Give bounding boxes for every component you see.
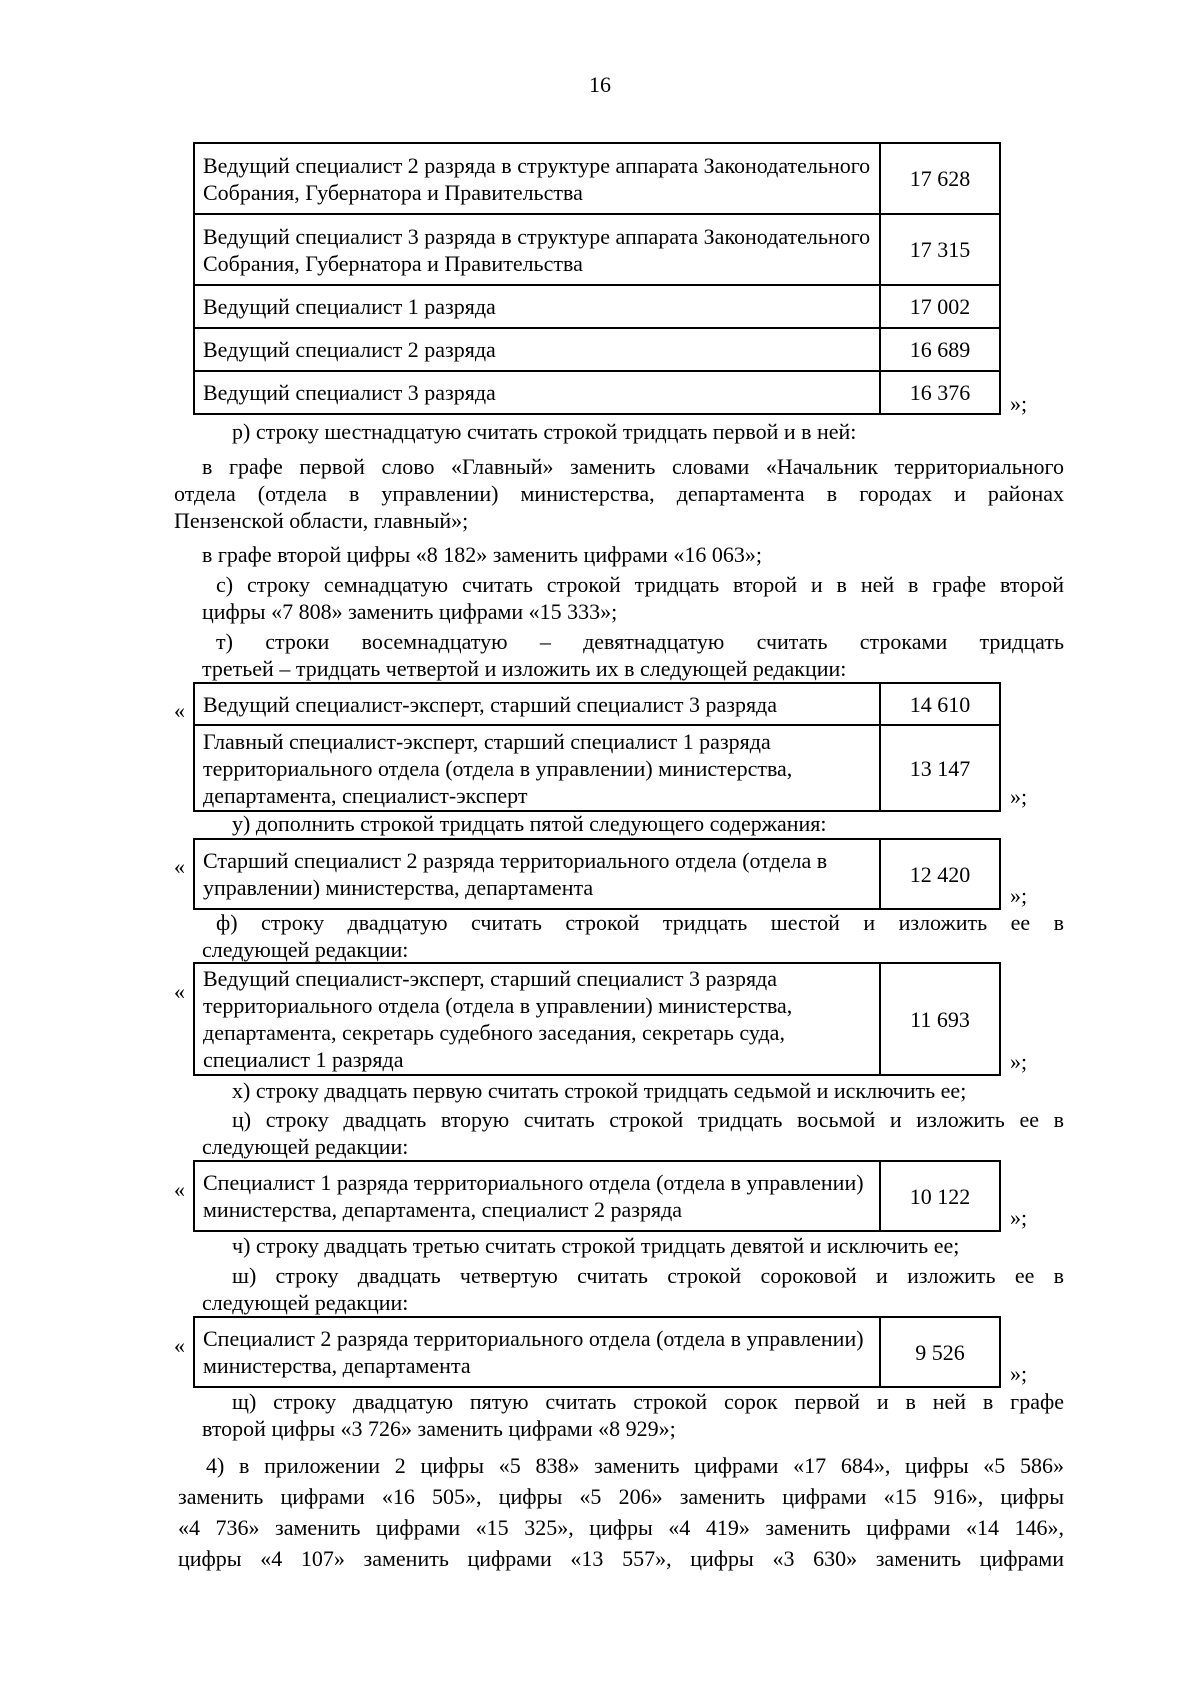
opening-quote: « [174, 979, 185, 1004]
position-cell: Ведущий специалист-эксперт, старший специалист 3 разряда [194, 683, 880, 725]
opening-quote: « [174, 854, 185, 879]
position-cell: Специалист 1 разряда территориального отдела (отдела в управлении) министерства, департамента, специалист 2 разряда [194, 1161, 880, 1231]
salary-table-4 [193, 962, 1001, 1076]
closing-quote: »; [1010, 1205, 1028, 1230]
salary-cell: 16 376 [880, 371, 1000, 414]
paragraph-t-line-2: третьей – тридцать четвертой и изложить их в следующей редакции: [202, 656, 847, 681]
table-row [194, 214, 1000, 285]
paragraph-sh-line-2: следующей редакции: [202, 1290, 409, 1315]
salary-cell: 10 122 [880, 1161, 1000, 1231]
paragraph-ts-line-1: ц) строку двадцать вторую считать строкой тридцать восьмой и изложить ее в [232, 1107, 1064, 1132]
table-row [194, 371, 1000, 414]
paragraph-t-line-1: т) строки восемнадцатую – девятнадцатую считать строками тридцать [216, 629, 1064, 654]
table-row [194, 683, 1000, 725]
paragraph-f-line-1: ф) строку двадцатую считать строкой тридцать шестой и изложить ее в [216, 910, 1064, 935]
closing-quote: »; [1010, 784, 1028, 809]
salary-table-5 [193, 1160, 1001, 1232]
table-row [194, 285, 1000, 328]
paragraph-r-second-column: в графе второй цифры «8 182» заменить цифрами «16 063»; [202, 542, 762, 567]
paragraph-s-line-1: с) строку семнадцатую считать строкой тридцать второй и в ней в графе второй [216, 572, 1064, 597]
position-cell: Главный специалист-эксперт, старший специалист 1 разряда территориального отдела (отдела в управлении) министерства, департамента, специалист-эксперт [194, 725, 880, 811]
closing-quote: »; [1010, 391, 1028, 416]
salary-table-1 [193, 142, 1001, 415]
paragraph-sh-line-1: ш) строку двадцать четвертую считать строкой сороковой и изложить ее в [232, 1263, 1064, 1288]
paragraph-u: у) дополнить строкой тридцать пятой следующего содержания: [232, 811, 827, 836]
closing-quote: »; [1010, 1361, 1028, 1386]
salary-cell: 16 689 [880, 328, 1000, 371]
paragraph-r-replace-line-1: в графе первой слово «Главный» заменить словами «Начальник территориального [202, 454, 1064, 479]
paragraph-r-replace-line-2: отдела (отдела в управлении) министерства, департамента в городах и районах [174, 481, 1064, 506]
table-row [194, 963, 1000, 1075]
position-cell: Ведущий специалист 2 разряда в структуре аппарата Законодательного Собрания, Губернатора и Правительства [194, 143, 880, 214]
paragraph-4-line-4: цифры «4 107» заменить цифрами «13 557», цифры «3 630» заменить цифрами [178, 1546, 1064, 1571]
table-row [194, 1317, 1000, 1387]
salary-cell: 17 315 [880, 214, 1000, 285]
table-row [194, 328, 1000, 371]
table-row [194, 725, 1000, 811]
salary-cell: 12 420 [880, 839, 1000, 909]
closing-quote: »; [1010, 883, 1028, 908]
paragraph-r: р) строку шестнадцатую считать строкой тридцать первой и в ней: [232, 419, 857, 444]
paragraph-4-line-1: 4) в приложении 2 цифры «5 838» заменить цифрами «17 684», цифры «5 586» [206, 1453, 1064, 1478]
position-cell: Старший специалист 2 разряда территориального отдела (отдела в управлении) министерства, департамента [194, 839, 880, 909]
paragraph-kh: х) строку двадцать первую считать строкой тридцать седьмой и исключить ее; [232, 1078, 967, 1103]
paragraph-shch-line-1: щ) строку двадцатую пятую считать строкой сорок первой и в ней в графе [232, 1389, 1064, 1414]
paragraph-s-line-2: цифры «7 808» заменить цифрами «15 333»; [202, 599, 618, 624]
paragraph-4-line-2: заменить цифрами «16 505», цифры «5 206» заменить цифрами «15 916», цифры [178, 1484, 1064, 1509]
position-cell: Ведущий специалист 3 разряда [194, 371, 880, 414]
position-cell: Ведущий специалист 1 разряда [194, 285, 880, 328]
paragraph-4-line-3: «4 736» заменить цифрами «15 325», цифры «4 419» заменить цифрами «14 146», [178, 1515, 1064, 1540]
position-cell: Специалист 2 разряда территориального отдела (отдела в управлении) министерства, департамента [194, 1317, 880, 1387]
salary-cell: 17 628 [880, 143, 1000, 214]
salary-table-6 [193, 1316, 1001, 1388]
opening-quote: « [174, 1177, 185, 1202]
page-number: 16 [589, 72, 611, 97]
paragraph-ch: ч) строку двадцать третью считать строкой тридцать девятой и исключить ее; [232, 1233, 960, 1258]
salary-cell: 13 147 [880, 725, 1000, 811]
position-cell: Ведущий специалист 3 разряда в структуре аппарата Законодательного Собрания, Губернатора и Правительства [194, 214, 880, 285]
opening-quote: « [174, 698, 185, 723]
opening-quote: « [174, 1333, 185, 1358]
paragraph-shch-line-2: второй цифры «3 726» заменить цифрами «8 929»; [202, 1416, 676, 1441]
table-row [194, 839, 1000, 909]
salary-cell: 9 526 [880, 1317, 1000, 1387]
paragraph-f-line-2: следующей редакции: [202, 937, 409, 962]
paragraph-r-replace-line-3: Пензенской области, главный»; [174, 508, 469, 533]
position-cell: Ведущий специалист 2 разряда [194, 328, 880, 371]
closing-quote: »; [1010, 1049, 1028, 1074]
paragraph-ts-line-2: следующей редакции: [202, 1134, 409, 1159]
position-cell: Ведущий специалист-эксперт, старший специалист 3 разряда территориального отдела (отдела в управлении) министерства, департамента, секретарь судебного заседания, секретарь суда, специалист 1 разряда [194, 963, 880, 1075]
salary-cell: 14 610 [880, 683, 1000, 725]
table-row [194, 143, 1000, 214]
salary-cell: 11 693 [880, 963, 1000, 1075]
salary-table-3 [193, 838, 1001, 910]
salary-cell: 17 002 [880, 285, 1000, 328]
table-row [194, 1161, 1000, 1231]
salary-table-2 [193, 682, 1001, 812]
